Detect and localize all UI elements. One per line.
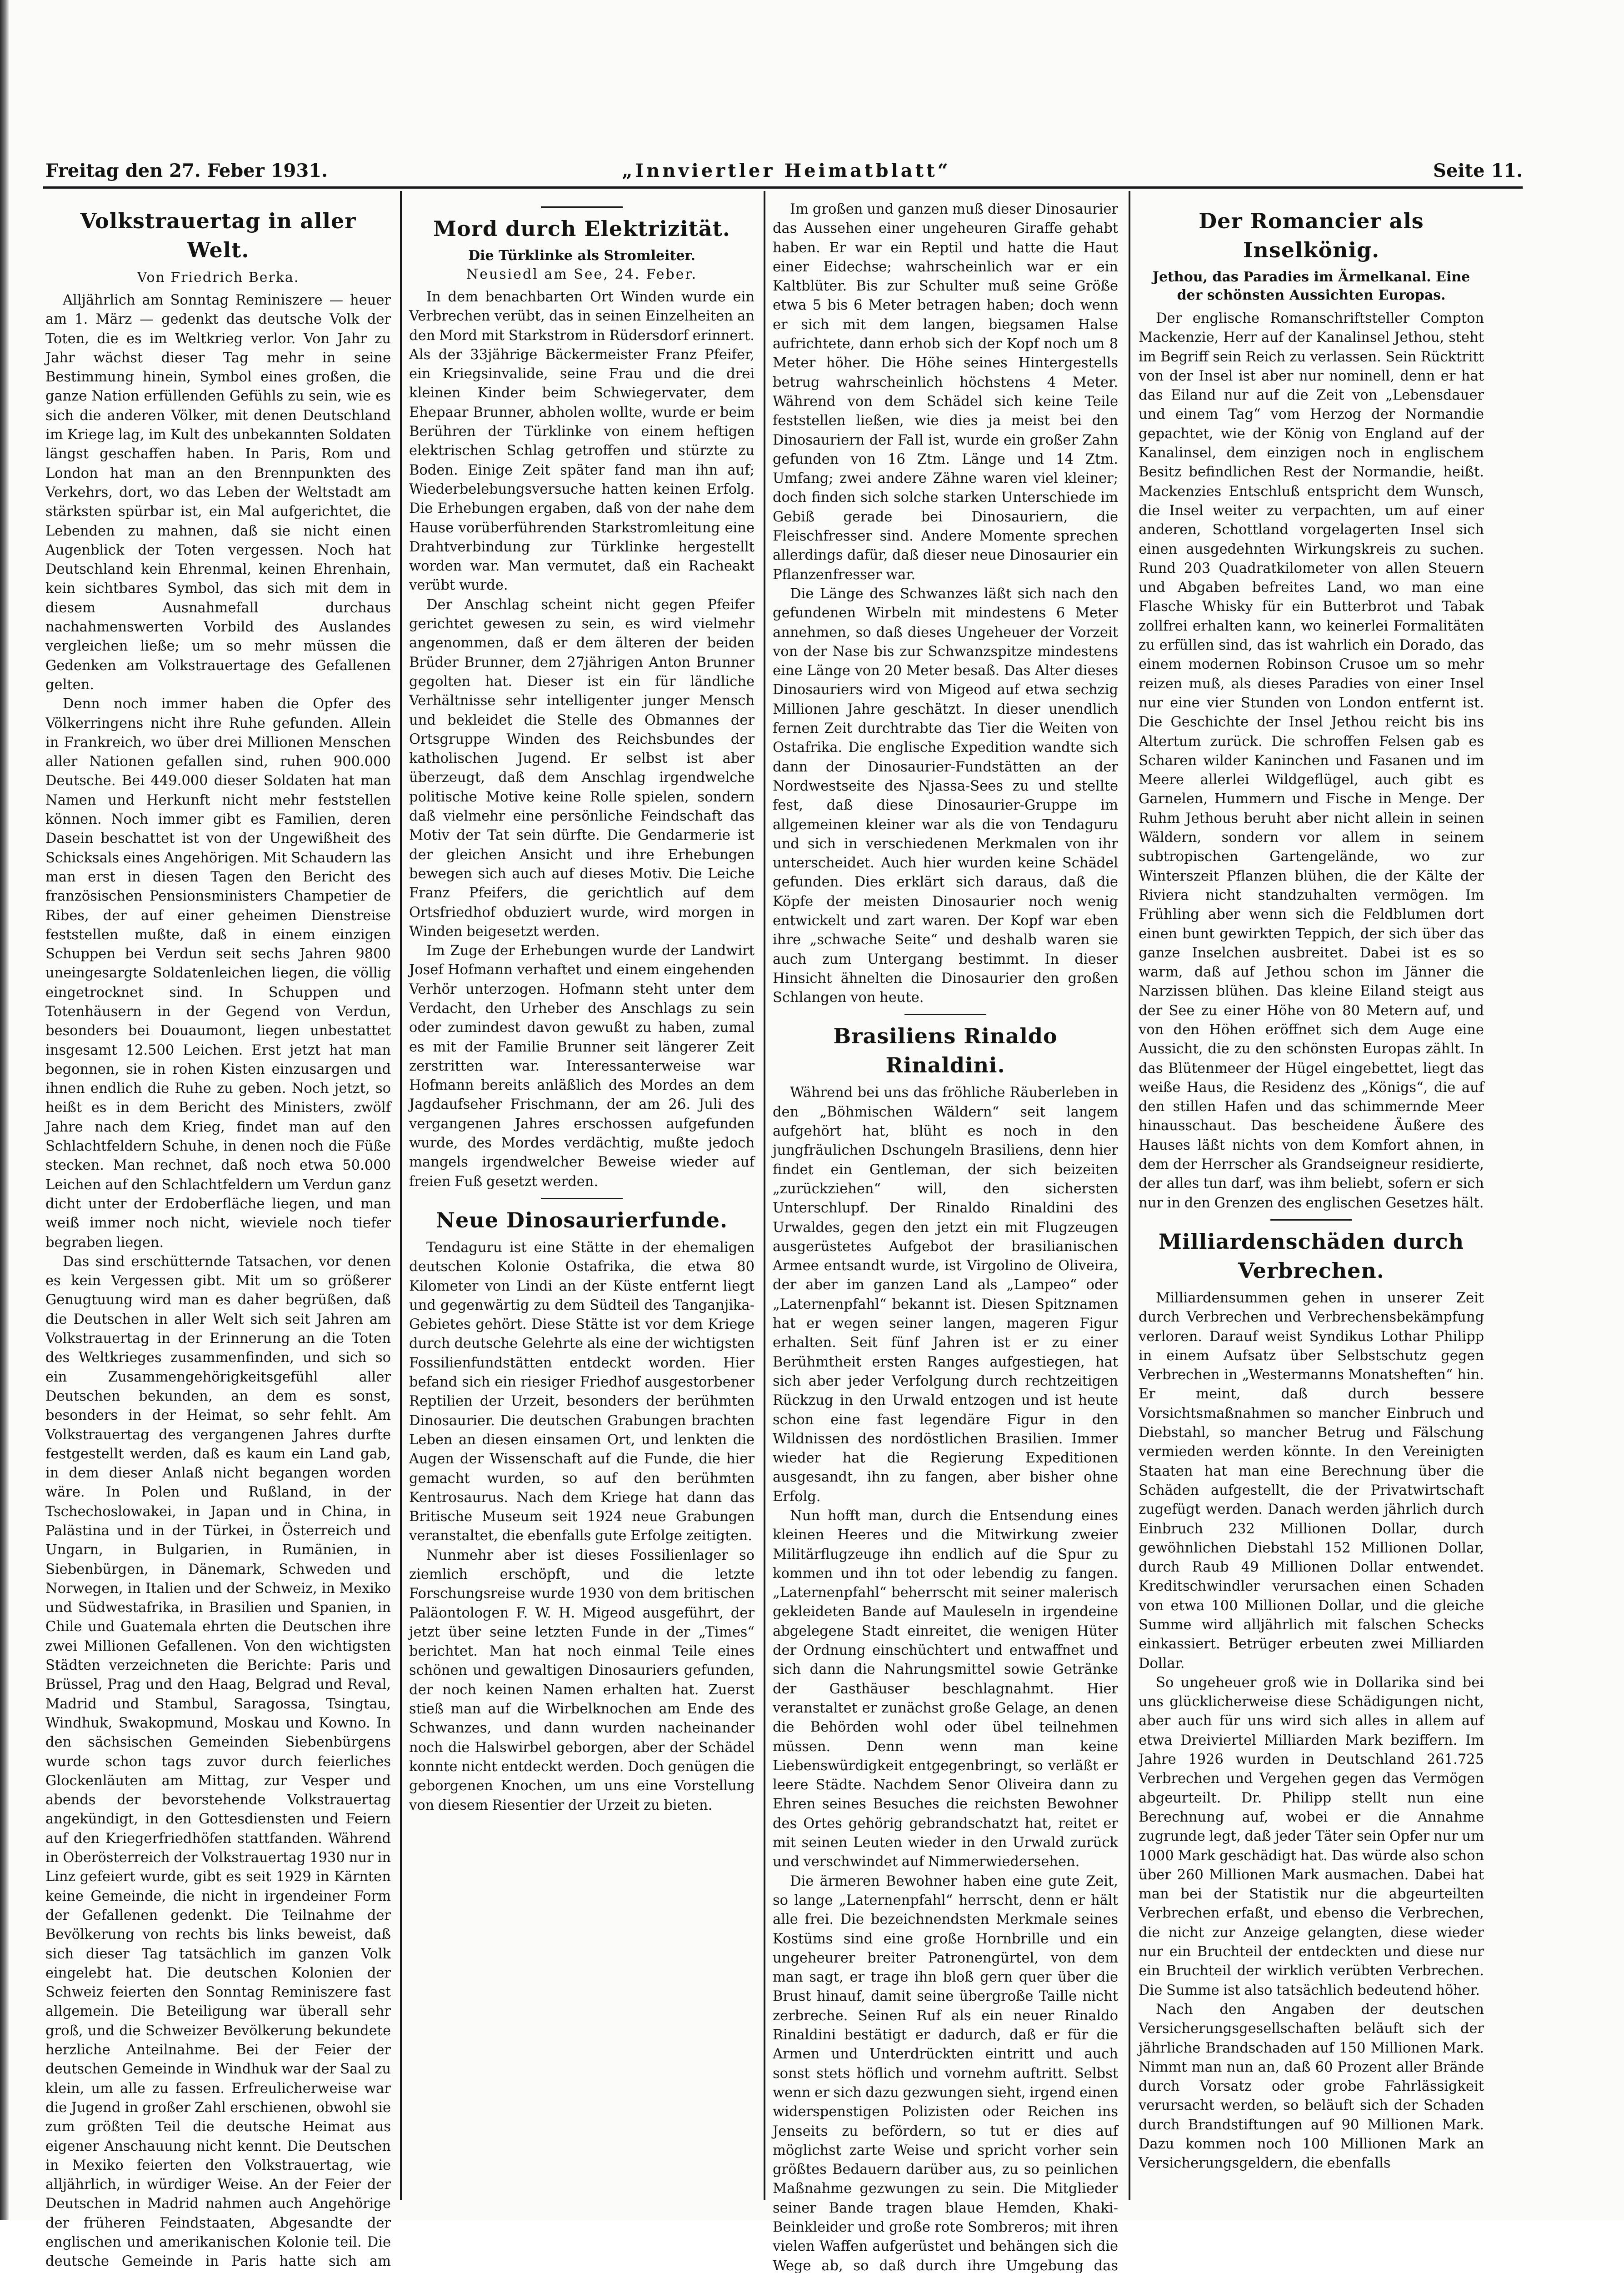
article-paragraph: Nach den Angaben der deutschen Versicherungsgesellschaften beläuft sich der jährliche Brandschaden auf 150 Millionen Mark. Nimmt man nun an, daß 60 Prozent aller Brände durch Vorsatz oder grobe Fahrlässigkeit verursacht werden, so beläuft sich der Schaden durch Brandstiftungen auf 90 Millionen Mark. Dazu kommen noch 100 Millionen Mark an Versicherungsgeldern, die ebenfalls (1139, 2001, 1484, 2172)
article-rinaldini (773, 1014, 1118, 2273)
header-rule (43, 186, 1523, 189)
article-romancier (1139, 206, 1484, 1213)
article-subheadline: Jethou, das Paradies im Ärmelkanal. Eine der schönsten Aussichten Europas. (1152, 269, 1470, 303)
column-3 (773, 200, 1119, 2273)
article-paragraph: Die Länge des Schwanzes läßt sich nach den gefundenen Wirbeln mit mindestens 6 Meter annehmen, so daß dieses Ungeheuer der Vorzeit von der Nase bis zur Schwanzspitze mindestens eine Länge von 20 Meter besaß. Das Alter dieses Dinosauriers wird von Migeod auf etwa sechzig Millionen Jahre geschätzt. In dieser unendlich fernen Zeit durchtrabte das Tier die Weiten von Ostafrika. Die englische Expedition wandte sich dann der Dinosaurier-Fundstätten an der Nordwestseite des Njassa-Sees zu und stellte fest, daß diese Dinosaurier-Gruppe im allgemeinen kleiner war als die von Tendaguru und sich in verschiedenen Merkmalen von ihr unterscheidet. Auch hier wurden keine Schädel gefunden. Dies erklärt sich daraus, daß die Köpfe der meisten Dinosaurier noch wenig entwickelt und zart waren. Der Kopf war eben ihre „schwache Seite“ und deshalb waren sie auch zum Untergang bestimmt. In dieser Hinsicht ähnelten die Dinosaurier den großen Schlangen von heute. (773, 586, 1118, 1006)
article-headline: Mord durch Elektrizität. (433, 216, 730, 241)
article-dinosaurier (409, 1198, 755, 1815)
scan-edge-shadow (0, 0, 9, 2220)
article-paragraph: So ungeheuer groß wie in Dollarika sind bei uns glücklicherweise diese Schädigungen nicht, aber auch für uns wird sich alles in allem auf etwa Dreiviertel Milliarden Mark beziffern. Im Jahre 1926 wurden in Deutschland 261.725 Verbrechen und Vergehen gegen das Vermögen abgeurteilt. Dr. Philipp stellt nun eine Berechnung auf, wobei er die Annahme zugrunde legt, daß jeder Täter sein Opfer nur um 1000 Mark geschädigt hat. Das würde also schon über 260 Millionen Mark ausmachen. Dabei hat man bei der Statistik nur die abgeurteilten Verbrechen erfaßt, und ebenso die Verbrechen, die nicht zur Anzeige gelangten, diese wieder nur ein Bruchteil der entdeckten und diese nur ein Bruchteil der wirklich verübten Verbrechen. Die Summe ist also tatsächlich bedeutend höher. (1139, 1674, 1484, 1998)
article-separator (1270, 1219, 1352, 1221)
article-paragraph: Nun hofft man, durch die Entsendung eines kleinen Heeres und die Mitwirkung zweier Militärflugzeuge ihn endlich auf die Spur zu kommen und ihn tot oder lebendig zu fangen. „Laternenpfahl“ beherrscht mit seiner malerisch gekleideten Bande auf Mauleseln in irgendeine abgelegene Stadt einreitet, die wenigen Hüter der Ordnung einschüchtert und entwaffnet und sich dann die Nahrungsmittel sowie Getränke der Gasthäuser beschlagnahmt. Hier veranstaltet er zunächst große Gelage, an denen die Behörden wohl oder übel teilnehmen müssen. Denn wenn man keine Liebenswürdigkeit entgegenbringt, so verläßt er leere Städte. Nachdem Senor Oliveira dann zu Ehren seines Besuches die reichsten Bewohner des Ortes gehörig gebrandschatzt hat, reitet er mit seinen Leuten wieder in den Urwald zurück und verschwindet auf Nimmerwiedersehen. (773, 1508, 1118, 1870)
article-paragraph: Milliardensummen gehen in unserer Zeit durch Verbrechen und Verbrechensbekämpfung verloren. Darauf weist Syndikus Lothar Philipp in einem Aufsatz über Selbstschutz gegen Verbrechen in „Westermanns Monatsheften“ hin. Er meint, daß durch bessere Vorsichtsmaßnahmen so mancher Einbruch und Diebstahl, so mancher Betrug und Fälschung vermieden werden könnte. In den Vereinigten Staaten hat man eine Berechnung über die Schäden aufgestellt, die der Privatwirtschaft zugefügt werden. Danach werden jährlich durch Einbruch 232 Millionen Dollar, durch gewöhnlichen Diebstahl 152 Millionen Dollar, durch Raub 49 Millionen Dollar entwendet. Kreditschwindler verursachen einen Schaden von etwa 100 Millionen Dollar, und die gleiche Summe wird alljährlich mit falschen Schecks einkassiert. Betrüger erbeuten zwei Milliarden Dollar. (1139, 1290, 1484, 1672)
column-1 (45, 200, 391, 2270)
article-paragraph: Der Anschlag scheint nicht gegen Pfeifer gerichtet gewesen zu sein, es wird vielmehr angenommen, daß er dem älteren der beiden Brüder Brunner, dem 27jährigen Anton Brunner gegolten hat. Dieser ist ein für ländliche Verhältnisse sehr intelligenter junger Mensch und bekleidet die Stelle des Obmannes der Ortsgruppe Winden des Reichsbundes der katholischen Jugend. Er selbst ist aber überzeugt, daß dem Anschlag irgendwelche politische Motive keine Rolle spielen, sondern daß vielmehr eine persönliche Feindschaft das Motiv der Tat sein dürfte. Die Gendarmerie ist der gleichen Ansicht und ihre Erhebungen bewegen sich auch auf dieses Motiv. Die Leiche Franz Pfeifers, die gerichtlich auf dem Ortsfriedhof obduziert wurde, wird morgen in Winden beigesetzt werden. (409, 596, 755, 940)
article-separator (541, 1198, 623, 1199)
column-divider (400, 191, 402, 2200)
article-paragraph: Tendaguru ist eine Stätte in der ehemaligen deutschen Kolonie Ostafrika, die etwa 80 Kilometer von Lindi an der Küste entfernt liegt und gegenwärtig zu dem Südteil des Tanganjika-Gebietes gehört. Diese Stätte ist vor dem Kriege durch deutsche Gelehrte als eine der wichtigsten Fossilienfundstätten entdeckt worden. Hier befand sich ein riesiger Friedhof ausgestorbener Reptilien der Urzeit, besonders der berühmten Dinosaurier. Die deutschen Grabungen brachten Leben an diesen einsamen Ort, und lenkten die Augen der Wissenschaft auf die Funde, die hier gemacht wurden, so auf den berühmten Kentrosaurus. Nach dem Kriege hat dann das Britische Museum seit 1924 neue Grabungen veranstaltet, die ebenfalls gute Erfolge zeitigten. (409, 1239, 755, 1544)
article-byline: Von Friedrich Berka. (137, 270, 300, 285)
article-separator (541, 206, 623, 208)
article-paragraph: Während bei uns das fröhliche Räuberleben in den „Böhmischen Wäldern“ seit langem aufgehört hat, blüht es noch in den jungfräulichen Dschungeln Brasiliens, denn hier findet ein Gentleman, der sich beizeiten „zurückziehen“ will, den sichersten Unterschlupf. Der Rinaldo Rinaldini des Urwaldes, gegen den jetzt ein mit Flugzeugen ausgerüstetes Aufgebot der brasilianischen Armee entsandt wurde, ist Virgolino de Oliveira, der aber im ganzen Land als „Lampeo“ oder „Laternenpfahl“ bekannt ist. Diesen Spitznamen hat er wegen seiner langen, mageren Figur erhalten. Seit fünf Jahren ist er zu einer Berühmtheit ersten Ranges aufgestiegen, hat sich aber jeder Verfolgung durch rechtzeitigen Rückzug in den Urwald entzogen und ist heute schon eine fast legendäre Figur in den Wildnissen des nordöstlichen Brasilien. Immer wieder hat die Regierung Expeditionen ausgesandt, ihn zu fangen, aber bisher ohne Erfolg. (773, 1085, 1118, 1505)
article-verbrechen (1139, 1219, 1484, 2173)
article-paragraph: Alljährlich am Sonntag Reminiszere — heuer am 1. März — gedenkt das deutsche Volk der Toten, die es im Weltkrieg verlor. Von Jahr zu Jahr wächst dieser Tag mehr in seine Bestimmung hinein, Symbol eines großen, die ganze Nation erfüllenden Gefühls zu sein, wie es sich die anderen Völker, mit denen Deutschland im Kriege lag, im Kult des unbekannten Soldaten längst geschaffen haben. In Paris, Rom und London hat man an den Brennpunkten des Verkehrs, dort, wo das Leben der Weltstadt am stärksten spürbar ist, ein Mal aufgerichtet, die Lebenden zu mahnen, daß sie nicht einen Augenblick der Toten vergessen. Noch hat Deutschland kein Ehrenmal, keinen Ehrenhain, kein sichtbares Symbol, das sich mit dem in diesem Ausnahmefall durchaus nachahmenswerten Vorbild des Auslandes vergleichen ließe; um so mehr müssen die Gedenken am Volkstrauertage des Gefallenen gelten. (45, 292, 391, 693)
issue-date: Freitag den 27. Feber 1931. (45, 160, 328, 181)
article-paragraph: Im Zuge der Erhebungen wurde der Landwirt Josef Hofmann verhaftet und einem eingehenden Verhör unterzogen. Hofmann steht unter dem Verdacht, den Urheber des Anschlags zu sein oder zumindest davon gewußt zu haben, zumal es mit der Familie Brunner seit längerer Zeit zerstritten war. Interessanterweise war Hofmann bereits anläßlich des Mordes an dem Jagdaufseher Frischmann, der am 26. Juli des vergangenen Jahres erschossen aufgefunden wurde, des Mordes verdächtig, mußte jedoch mangels irgendwelcher Beweise wieder auf freien Fuß gesetzt werden. (409, 943, 755, 1190)
article-separator (904, 1014, 986, 1015)
page-header (45, 160, 1523, 185)
article-paragraph: Im großen und ganzen muß dieser Dinosaurier das Aussehen einer ungeheuren Giraffe gehabt haben. Er war ein Reptil und hatte die Haut einer Eidechse; wahrscheinlich war er ein Kaltblüter. Bis zur Schulter muß seine Größe etwa 5 bis 6 Meter betragen haben; doch wenn er sich mit dem langen, biegsamen Halse aufrichtete, dann erhob sich der Kopf noch um 8 Meter höher. Die Höhe seines Hintergestells betrug wahrscheinlich höchstens 4 Meter. Während von dem Schädel sich keine Teile feststellen ließen, wie dies ja meist bei den Dinosauriern der Fall ist, wurde ein großer Zahn gefunden von 16 Ztm. Länge und 14 Ztm. Umfang; zwei andere Zähne waren viel kleiner; doch finden sich solche starken Unterschiede im Gebiß gerade bei Dinosauriern, die Fleischfresser sind. Andere Momente sprechen allerdings dafür, daß dieser neue Dinosaurier ein Pflanzenfresser war. (773, 201, 1118, 583)
article-paragraph: In dem benachbarten Ort Winden wurde ein Verbrechen verübt, das in seinen Einzelheiten an den Mord mit Starkstrom in Rüdersdorf erinnert. Als der 33jährige Bäckermeister Franz Pfeifer, ein Kriegsinvalide, seine Frau und die drei kleinen Kinder beim Schwiegervater, dem Ehepaar Brunner, abholen wollte, wurde er beim Berühren der Türklinke von einem heftigen elektrischen Schlag getroffen und stürzte zu Boden. Einige Zeit später fand man ihn auf; Wiederbelebungsversuche hatten keinen Erfolg. Die Erhebungen ergaben, daß von der nahe dem Hause vorüberführenden Starkstromleitung eine Drahtverbindung zur Türklinke hergestellt worden war. Man vermutet, daß ein Racheakt verübt wurde. (409, 289, 755, 594)
article-dateline: Neusiedl am See, 24. Feber. (466, 266, 698, 282)
column-divider (1129, 191, 1130, 2200)
column-2 (409, 200, 755, 2200)
masthead-title: „Innviertler Heimatblatt“ (622, 160, 951, 181)
article-mord (409, 206, 755, 1192)
column-divider (764, 191, 765, 2200)
page-number: Seite 11. (1433, 160, 1523, 181)
article-paragraph: Denn noch immer haben die Opfer des Völkerringens nicht ihre Ruhe gefunden. Allein in Frankreich, wo über drei Millionen Menschen aller Nationen gefallen sind, ruhen 900.000 Deutsche. Bei 449.000 dieser Soldaten hat man Namen und Herkunft nicht mehr feststellen können. Noch immer gibt es Familien, deren Dasein beschattet ist von der Ungewißheit des Schicksals eines Angehörigen. Mit Schaudern las man erst in diesen Tagen den Bericht des französischen Pensionsministers Champetier de Ribes, der auf einer geheimen Dienstreise feststellen mußte, daß in einem einzigen Schuppen bei Verdun seit sechs Jahren 9800 uneingesargte Soldatenleichen liegen, die völlig eingetrocknet sind. In Schuppen und Totenhäusern in der Gegend von Verdun, besonders bei Douaumont, liegen unbestattet insgesamt 12.500 Leichen. Erst jetzt hat man begonnen, sie in rohen Kisten einzusargen und ihnen endlich die Ruhe zu geben. Noch jetzt, so heißt es in dem Bericht des Ministers, zwölf Jahre nach dem Krieg, findet man auf den Schlachtfeldern Schuhe, in denen noch die Füße stecken. Man rechnet, daß noch etwa 50.000 Leichen auf den Schlachtfeldern um Verdun ganz dicht unter der Erdoberfläche liegen, und man weiß immer noch nicht, wieviele noch tiefer begraben liegen. (45, 696, 391, 1251)
article-paragraph: Die ärmeren Bewohner haben eine gute Zeit, so lange „Laternenpfahl“ herrscht, denn er hält alle frei. Die bezeichnendsten Merkmale seines Kostüms sind eine große Hornbrille und ein ungeheurer breiter Patronengürtel, von dem man sagt, er trage ihn bloß gern quer über die Brust hinauf, damit seine übergroße Taille nicht zerbreche. Seinen Ruf als ein neuer Rinaldo Rinaldini bestätigt er dadurch, daß er für die Armen und Unterdrückten eintritt und auch sonst stets höflich und vornehm auftritt. Selbst wenn er sich dazu gezwungen sieht, irgend einen widerspenstigen Polizisten oder Reichen ins Jenseits zu befördern, so tut er dies auf möglichst zarte Weise und spricht vorher sein größtes Bedauern darüber aus, zu so peinlichen Maßnahme gezwungen zu sein. Die Mitglieder seiner Bande tragen blaue Hemden, Khaki-Beinkleider und große rote Sombreros; mit ihren vielen Waffen aufgerüstet und behängen sich die Wege ab, so daß durch ihre Umgebung das (773, 1873, 1119, 2273)
article-headline: Volkstrauertag in aller Welt. (80, 209, 356, 262)
article-paragraph: Nunmehr aber ist dieses Fossilienlager so ziemlich erschöpft, und die letzte Forschungsreise wurde 1930 von dem britischen Paläontologen F. W. H. Migeod ausgeführt, der jetzt über seine letzten Funde in der „Times“ berichtet. Man hat noch einmal Teile eines schönen und gewaltigen Dinosauriers gefunden, der noch keinen Namen erhalten hat. Zuerst stieß man auf die Wirbelknochen am Ende des Schwanzes, und dann wurden nacheinander noch die Halswirbel geborgen, aber der Schädel konnte nicht entdeckt werden. Doch genügen die geborgenen Knochen, um uns eine Vorstellung von diesem Riesentier der Urzeit zu bieten. (409, 1547, 755, 1813)
column-4 (1139, 200, 1484, 2200)
article-headline: Der Romancier als Inselkönig. (1199, 209, 1424, 262)
article-headline: Brasiliens Rinaldo Rinaldini. (833, 1024, 1058, 1078)
article-paragraph: Das sind erschütternde Tatsachen, vor denen es kein Vergessen gibt. Mit um so größerer Genugtuung wird man es daher begrüßen, daß die Deutschen in aller Welt sich seit Jahren am Volkstrauertag in der Erinnerung an die Toten des Weltkrieges zusammenfinden, und sich so ein Zusammengehörigkeitsgefühl aller Deutschen bekunden, an dem es sonst, besonders in der Heimat, so sehr fehlt. Am Volkstrauertag des vergangenen Jahres durfte festgestellt werden, daß es kaum ein Land gab, in dem dieser Anlaß nicht begangen worden wäre. In Polen und Rußland, in der Tschechoslowakei, in Japan und in China, in Palästina und in der Türkei, in Österreich und Ungarn, in Bulgarien, in Rumänien, in Siebenbürgen, in Dänemark, Schweden und Norwegen, in Italien und der Schweiz, in Mexiko und Südwestafrika, in Brasilien und Spanien, in Chile und Guatemala ehrten die Deutschen ihre zwei Millionen Gefallenen. Von den wichtigsten Städten verzeichneten die Berichte: Paris und Brüssel, Prag und den Haag, Belgrad und Reval, Madrid und Stambul, Saragossa, Tsingtau, Windhuk, Swakopmund, Moskau und Kowno. In den sächsischen Gemeinden Siebenbürgens wurde schon tags zuvor durch feierliches Glockenläuten am Mittag, zur Vesper und abends der bevorstehende Volkstrauertag angekündigt, in den Gottesdiensten und Feiern auf den Kriegerfriedhöfen stattfanden. Während in Oberösterreich der Volkstrauertag 1930 nur in Linz gefeiert wurde, gibt es seit 1929 in Kärnten keine Gemeinde, die nicht in irgendeiner Form der Gefallenen gedenkt. Die Teilnahme der Bevölkerung von rechts bis links beweist, daß sich dieser Tag tatsächlich im ganzen Volk eingelebt hat. Die deutschen Kolonien der Schweiz feierten den Sonntag Reminiszere fast allgemein. Die Beteiligung war überall sehr groß, und die Schweizer Bevölkerung bekundete herzliche Anteilnahme. Bei der Feier der deutschen Gemeinde in Windhuk war der Saal zu klein, um alle zu fassen. Erfreulicherweise war die Jugend in großer Zahl erschienen, obwohl sie zum größten Teil die deutsche Heimat aus eigener Anschauung nicht kennt. Die Deutschen in Mexiko feierten den Volkstrauertag, wie alljährlich, in würdiger Weise. An der Feier der Deutschen in Madrid nahmen auch Angehörige der früheren Feindstaaten, Abgesandte der englischen und amerikanischen Kolonie teil. Die deutsche Gemeinde in Paris hatte sich am (45, 1253, 391, 2270)
article-paragraph: Der englische Romanschriftsteller Compton Mackenzie, Herr auf der Kanalinsel Jethou, steht im Begriff sein Reich zu verlassen. Sein Rücktritt von der Insel ist aber nur nominell, denn er hat das Eiland nur auf die Zeit von „Lebensdauer und einem Tag“ vom Herzog der Normandie gepachtet, wie der König von England auf der Kanalinsel, dem einzigen noch in englischem Besitz befindlichen Rest der Normandie, heißt. Mackenzies Entschluß entspricht dem Wunsch, die Insel weiter zu verpachten, um auf einer anderen, Schottland vorgelagerten Insel sich einen ausgedehnten Wirkungskreis zu suchen. Rund 203 Quadratkilometer von allen Steuern und Abgaben befreites Land, wo man eine Flasche Whisky für ein Butterbrot und Tabak zollfrei erhalten kann, wo keinerlei Formalitäten zu erfüllen sind, das ist wahrlich ein Dorado, das einem modernen Robinson Crusoe um so mehr reizen muß, als dieses Paradies von einer Insel nur eine vier Stunden von London entfernt ist. Die Geschichte der Insel Jethou reicht bis ins Altertum zurück. Die schroffen Felsen gab es Scharen wilder Kaninchen und Fasanen und im Meere allerlei Wildgeflügel, auch gibt es Garnelen, Hummern und Fische in Menge. Der Ruhm Jethous beruht aber nicht allein in seinen Wäldern, sondern vor allem in seinem subtropischen Gartengelände, wo zur Winterszeit Pflanzen blühen, die der Kälte der Riviera nicht standzuhalten vermögen. Im Frühling aber wenn sich die Feldblumen dort einen bunt gewirkten Teppich, der sich über das ganze Inselchen ausbreitet. Dabei ist es so warm, daß auf Jethou schon im Jänner die Narzissen blühen. Das kleine Eiland steigt aus der See zu einer Höhe von 80 Metern auf, und von den Höhen eröffnet sich dem Auge eine Aussicht, die zu den schönsten Europas zählt. In das Blütenmeer der Hügel eingebettet, liegt das weiße Haus, die Residenz des „Königs“, die auf den stillen Hafen und das schimmernde Meer hinausschaut. Das bescheidene Äußere des Hauses läßt nichts von dem Komfort ahnen, in dem der Herrscher als Grandseigneur residierte, der alles tun darf, was ihm beliebt, sofern er sich nur in den Grenzen des englischen Gesetzes hält. (1139, 310, 1484, 1211)
article-headline: Neue Dinosaurierfunde. (435, 1207, 728, 1232)
article-dinosaurier-continued (773, 200, 1118, 1007)
article-subheadline: Die Türklinke als Stromleiter. (468, 248, 695, 264)
article-volkstrauertag (45, 206, 391, 2273)
article-headline: Milliardenschäden durch Verbrechen. (1158, 1229, 1464, 1283)
